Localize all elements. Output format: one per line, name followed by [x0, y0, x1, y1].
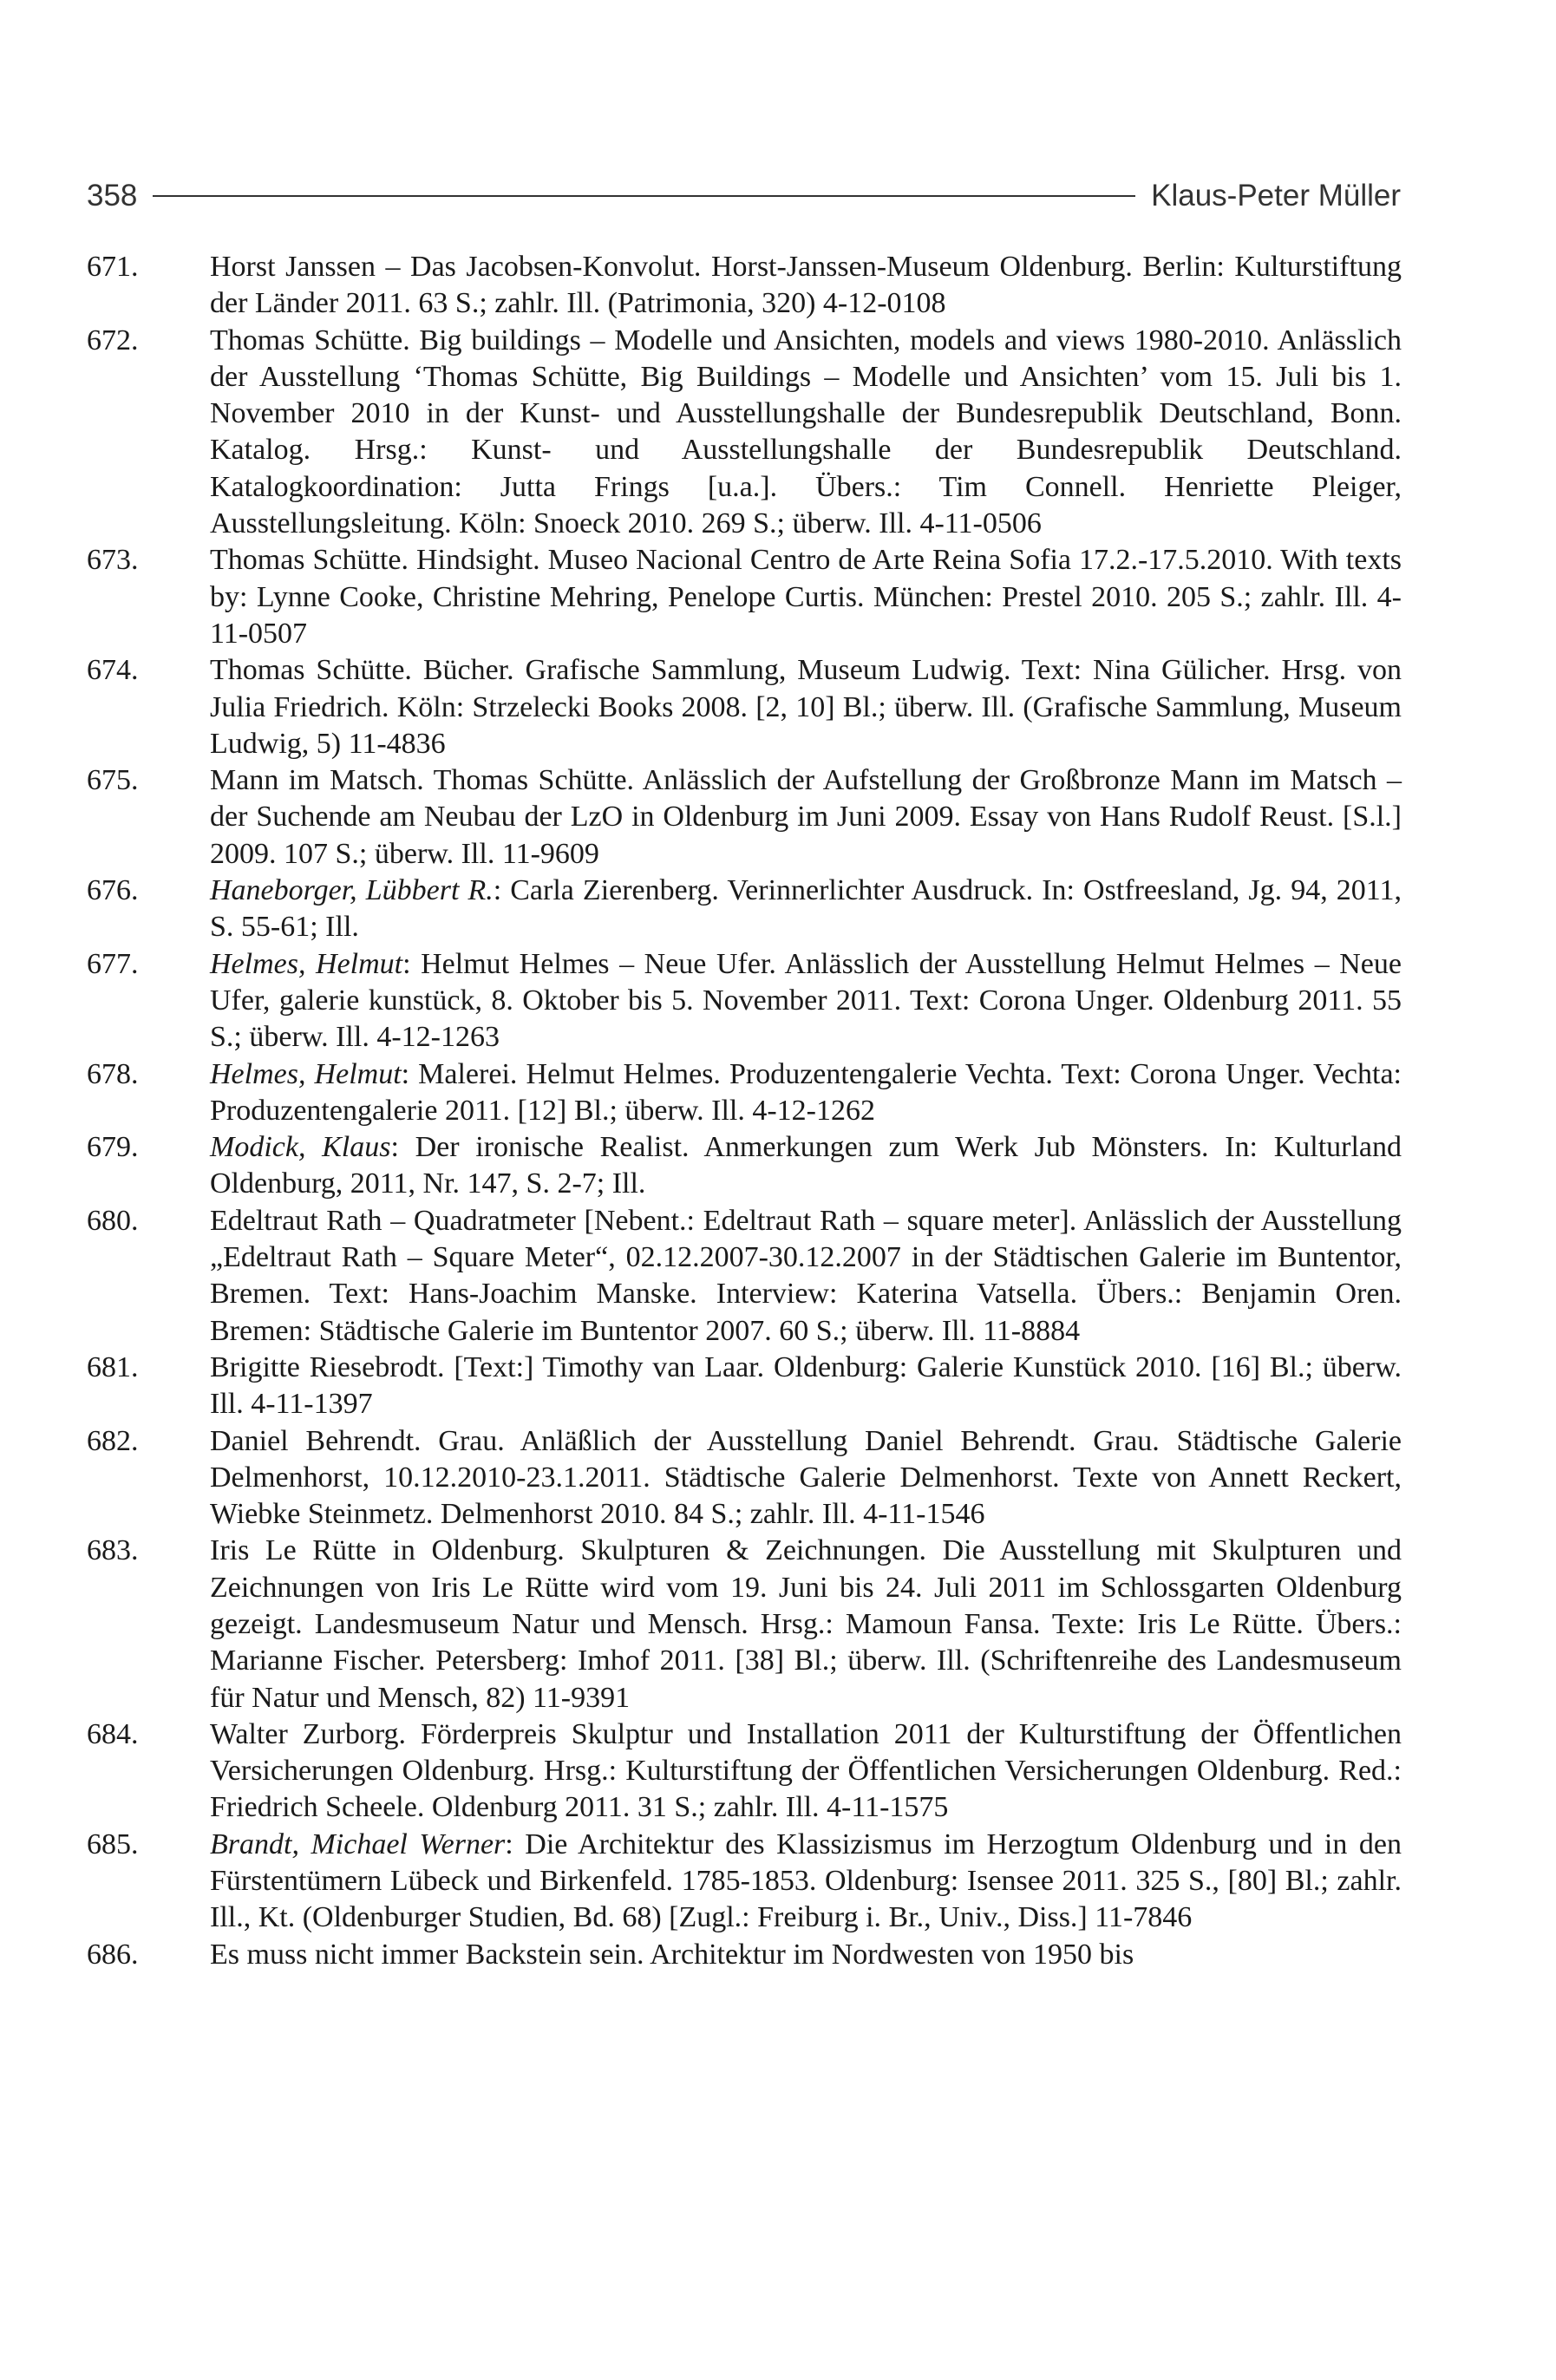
entry-text	[210, 946, 1402, 1056]
entry-body: Daniel Behrendt. Grau. Anläßlich der Ausstellung Daniel Behrendt. Grau. Städtische Galerie Delmenhorst, 10.12.2010-23.1.2011. Städtische Galerie Delmenhorst. Texte von Annett Reckert, Wiebke Steinmetz. Delmenhorst 2010. 84 S.; zahlr. Ill. 4-11-1546	[210, 1424, 1402, 1531]
bibliography-entry	[87, 1937, 1402, 1973]
entry-number: 672.	[87, 324, 139, 356]
entry-author: Helmes, Helmut	[210, 1057, 402, 1090]
bibliography-entry	[87, 652, 1402, 762]
bibliography-entry	[87, 1716, 1402, 1827]
entry-number: 682.	[87, 1424, 139, 1457]
entry-author: Helmes, Helmut	[210, 947, 403, 980]
bibliography-entry	[87, 542, 1402, 652]
entry-number: 677.	[87, 947, 139, 980]
entry-number: 671.	[87, 251, 139, 283]
entry-body: Es muss nicht immer Backstein sein. Architektur im Nordwesten von 1950 bis	[210, 1938, 1134, 1971]
entry-text	[210, 762, 1402, 873]
entry-body: Iris Le Rütte in Oldenburg. Skulpturen & Zeichnungen. Die Ausstellung mit Skulpturen und Zeichnungen von Iris Le Rütte wird vom 19. Juni bis 24. Juli 2011 im Schlossgarten Oldenburg gezeigt. Landesmuseum Natur und Mensch. Hrsg.: Mamoun Fansa. Texte: Iris Le Rütte. Übers.: Marianne Fischer. Petersberg: Imhof 2011. [38] Bl.; überw. Ill. (Schriftenreihe des Landesmuseum für Natur und Mensch, 82) 11-9391	[210, 1534, 1402, 1714]
entry-number: 684.	[87, 1717, 139, 1750]
entry-body: : Malerei. Helmut Helmes. Produzentengalerie Vechta. Text: Corona Unger. Vechta: Produzentengalerie 2011. [12] Bl.; überw. Ill. 4-12-1262	[210, 1057, 1402, 1127]
entry-text	[210, 542, 1402, 652]
entry-number: 680.	[87, 1204, 139, 1237]
entry-text	[210, 873, 1402, 946]
running-header	[87, 175, 1401, 217]
page-number: 358	[87, 179, 138, 212]
entry-text	[210, 1827, 1402, 1937]
bibliography-entry	[87, 1203, 1402, 1350]
entry-text	[210, 1350, 1402, 1423]
entry-body: : Die Architektur des Klassizismus im Herzogtum Oldenburg und in den Fürstentümern Lübeck und Birkenfeld. 1785-1853. Oldenburg: Isensee 2011. 325 S., [80] Bl.; zahlr. Ill., Kt. (Oldenburger Studien, Bd. 68) [Zugl.: Freiburg i. Br., Univ., Diss.] 11-7846	[210, 1828, 1402, 1934]
entry-text	[210, 1129, 1402, 1203]
bibliography-entry	[87, 762, 1402, 873]
entry-body: Thomas Schütte. Bücher. Grafische Sammlung, Museum Ludwig. Text: Nina Gülicher. Hrsg. von Julia Friedrich. Köln: Strzelecki Books 2008. [2, 10] Bl.; überw. Ill. (Grafische Sammlung, Museum Ludwig, 5) 11-4836	[210, 654, 1402, 760]
entry-text	[210, 1423, 1402, 1533]
bibliography-entry	[87, 1056, 1402, 1130]
entry-body: Walter Zurborg. Förderpreis Skulptur und Installation 2011 der Kulturstiftung der Öffentlichen Versicherungen Oldenburg. Hrsg.: Kulturstiftung der Öffentlichen Versicherungen Oldenburg. Red.: Friedrich Scheele. Oldenburg 2011. 31 S.; zahlr. Ill. 4-11-1575	[210, 1717, 1402, 1824]
bibliography-list	[87, 249, 1402, 1973]
entry-body: : Carla Zierenberg. Verinnerlichter Ausdruck. In: Ostfreesland, Jg. 94, 2011, S. 55-61; Ill.	[210, 874, 1402, 944]
entry-body: Thomas Schütte. Big buildings – Modelle und Ansichten, models and views 1980-2010. Anlässlich der Ausstellung ‘Thomas Schütte, Big Buildings – Modelle und Ansichten’ vom 15. Juli bis 1. November 2010 in der Kunst- und Ausstellungshalle der Bundesrepublik Deutschland, Bonn. Katalog. Hrsg.: Kunst- und Ausstellungshalle der Bundesrepublik Deutschland. Katalogkoordination: Jutta Frings [u.a.]. Übers.: Tim Connell. Henriette Pleiger, Ausstellungsleitung. Köln: Snoeck 2010. 269 S.; überw. Ill. 4-11-0506	[210, 324, 1402, 540]
entry-number: 678.	[87, 1057, 139, 1090]
entry-number: 681.	[87, 1350, 139, 1383]
entry-text	[210, 1056, 1402, 1130]
entry-author: Brandt, Michael Werner	[210, 1828, 506, 1860]
entry-number: 673.	[87, 544, 139, 577]
entry-number: 679.	[87, 1131, 139, 1164]
entry-author: Haneborger, Lübbert R.	[210, 874, 494, 907]
entry-body: Edeltraut Rath – Quadratmeter [Nebent.: Edeltraut Rath – square meter]. Anlässlich der Ausstellung „Edeltraut Rath – Square Meter“, 02.12.2007-30.12.2007 in der Städtischen Galerie im Buntentor, Bremen. Text: Hans-Joachim Manske. Interview: Katerina Vatsella. Übers.: Benjamin Oren. Bremen: Städtische Galerie im Buntentor 2007. 60 S.; überw. Ill. 11-8884	[210, 1204, 1402, 1347]
header-rule	[153, 195, 1135, 197]
entry-text	[210, 652, 1402, 762]
bibliography-entry	[87, 1423, 1402, 1533]
entry-number: 674.	[87, 654, 139, 687]
bibliography-entry	[87, 323, 1402, 543]
bibliography-entry	[87, 249, 1402, 323]
entry-text	[210, 1533, 1402, 1716]
entry-number: 675.	[87, 764, 139, 797]
entry-body: : Helmut Helmes – Neue Ufer. Anlässlich der Ausstellung Helmut Helmes – Neue Ufer, galerie kunstück, 8. Oktober bis 5. November 2011. Text: Corona Unger. Oldenburg 2011. 55 S.; überw. Ill. 4-12-1263	[210, 947, 1402, 1054]
entry-author: Modick, Klaus	[210, 1131, 391, 1164]
entry-body: Thomas Schütte. Hindsight. Museo Nacional Centro de Arte Reina Sofia 17.2.-17.5.2010. With texts by: Lynne Cooke, Christine Mehring, Penelope Curtis. München: Prestel 2010. 205 S.; zahlr. Ill. 4-11-0507	[210, 544, 1402, 650]
entry-body: Horst Janssen – Das Jacobsen-Konvolut. Horst-Janssen-Museum Oldenburg. Berlin: Kulturstiftung der Länder 2011. 63 S.; zahlr. Ill. (Patrimonia, 320) 4-12-0108	[210, 251, 1402, 320]
entry-text	[210, 323, 1402, 543]
entry-body: Mann im Matsch. Thomas Schütte. Anlässlich der Aufstellung der Großbronze Mann im Matsch – der Suchende am Neubau der LzO in Oldenburg im Juni 2009. Essay von Hans Rudolf Reust. [S.l.] 2009. 107 S.; überw. Ill. 11-9609	[210, 764, 1402, 870]
entry-body: : Der ironische Realist. Anmerkungen zum Werk Jub Mönsters. In: Kulturland Oldenburg, 2011, Nr. 147, S. 2-7; Ill.	[210, 1131, 1402, 1200]
entry-number: 676.	[87, 874, 139, 907]
entry-body: Brigitte Riesebrodt. [Text:] Timothy van Laar. Oldenburg: Galerie Kunstück 2010. [16] Bl.; überw. Ill. 4-11-1397	[210, 1350, 1402, 1421]
bibliography-entry	[87, 1350, 1402, 1423]
entry-number: 683.	[87, 1534, 139, 1567]
entry-text	[210, 1937, 1402, 1973]
entry-number: 686.	[87, 1938, 139, 1971]
bibliography-entry	[87, 1533, 1402, 1716]
bibliography-entry	[87, 1129, 1402, 1203]
entry-text	[210, 1716, 1402, 1827]
entry-text	[210, 1203, 1402, 1350]
entry-text	[210, 249, 1402, 323]
bibliography-entry	[87, 873, 1402, 946]
bibliography-entry	[87, 946, 1402, 1056]
bibliography-entry	[87, 1827, 1402, 1937]
running-author: Klaus-Peter Müller	[1151, 179, 1401, 212]
entry-number: 685.	[87, 1828, 139, 1860]
